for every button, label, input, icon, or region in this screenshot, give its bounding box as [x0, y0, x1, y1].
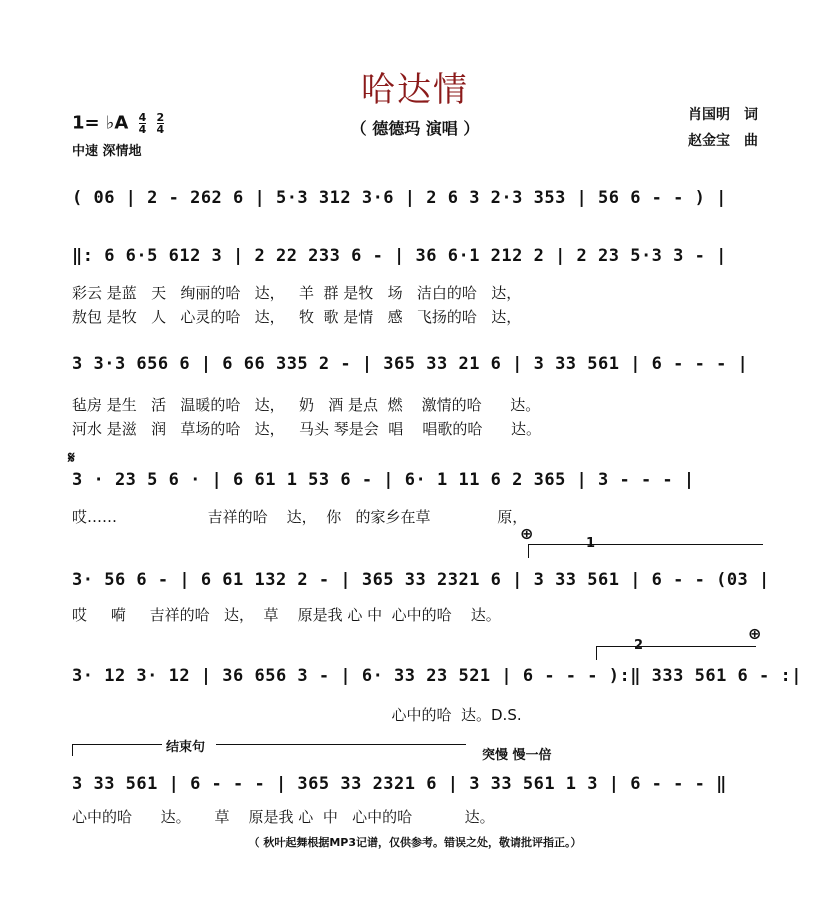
notation-row-4: 3 · 23 5 6 · | 6 61 1 53 6 - | 6· 1 11 6 2 365 | 3 - - - |: [72, 470, 695, 490]
volta-1-line: [528, 544, 763, 545]
lyric-row-2a: 彩云 是蓝 天 绚丽的哈 达， 羊 群 是牧 场 洁白的哈 达，: [72, 284, 522, 302]
tempo-marking: 中速 深情地: [72, 144, 142, 159]
ending-label: 结束句: [166, 740, 206, 755]
lyric-row-4: 哎…… 吉祥的哈 达， 你 的家乡在草 原，: [72, 508, 528, 526]
time-a-top: 4: [138, 111, 147, 124]
coda-icon-2: ⊕: [748, 624, 762, 643]
ritard-marking: 突慢 慢一倍: [482, 748, 552, 763]
ending-bracket-line-a: [72, 744, 162, 745]
volta-1-left: [528, 544, 529, 558]
key-text: 1= ♭A: [72, 112, 129, 134]
lyric-row-3b: 河水 是滋 润 草场的哈 达， 马头 琴是会 唱 唱歌的哈 达。: [72, 420, 541, 438]
volta-2-left: [596, 646, 597, 660]
time-b-bottom: 4: [156, 123, 165, 136]
time-b-top: 2: [156, 111, 165, 124]
coda-icon-1: ⊕: [520, 524, 534, 543]
segno-icon: 𝄋: [68, 448, 75, 467]
notation-row-2: ‖: 6 6·5 612 3 | 2 22 233 6 - | 36 6·1 212 2 | 2 23 5·3 3 - |: [72, 246, 727, 266]
ending-bracket-line-b: [216, 744, 466, 745]
notation-row-7: 3 33 561 | 6 - - - | 365 33 2321 6 | 3 33 561 1 3 | 6 - - - ‖: [72, 774, 727, 794]
composer-credit: 赵金宝 曲: [688, 133, 758, 149]
lyric-row-3a: 毡房 是生 活 温暖的哈 达， 奶 酒 是点 燃 激情的哈 达。: [72, 396, 541, 414]
notation-row-1: ( 06 | 2 - 262 6 | 5·3 312 3·6 | 2 6 3 2·3 353 | 56 6 - - ) |: [72, 188, 727, 208]
time-a-bottom: 4: [138, 123, 147, 136]
lyric-row-2b: 敖包 是牧 人 心灵的哈 达， 牧 歌 是情 感 飞扬的哈 达，: [72, 308, 522, 326]
notation-row-3: 3 3·3 656 6 | 6 66 335 2 - | 365 33 21 6 | 3 33 561 | 6 - - - |: [72, 354, 749, 374]
song-title: 哈达情: [361, 70, 469, 110]
time-signature-b: [157, 112, 165, 135]
notation-row-6: 3· 12 3· 12 | 36 656 3 - | 6· 33 23 521 | 6 - - - ):‖ 333 561 6 - :|: [72, 666, 802, 686]
volta-2-label: 2: [634, 638, 644, 653]
volta-2-line: [596, 646, 756, 647]
key-signature: [72, 112, 164, 135]
volta-1-label: 1: [586, 536, 596, 551]
time-signature-a: [139, 112, 147, 135]
ending-bracket-left: [72, 744, 73, 756]
lyric-row-6: 心中的哈 达。D.S.: [72, 706, 522, 724]
performer: （ 德德玛 演唱 ）: [350, 119, 480, 138]
lyric-row-5: 哎 嗬 吉祥的哈 达， 草 原是我 心 中 心中的哈 达。: [72, 606, 501, 624]
lyric-row-7: 心中的哈 达。 草 原是我 心 中 心中的哈 达。: [72, 808, 495, 826]
footer-note: （ 秋叶起舞根据MP3记谱，仅供参考。错误之处，敬请批评指正。）: [248, 836, 582, 849]
lyricist-credit: 肖国明 词: [688, 107, 758, 123]
notation-row-5: 3· 56 6 - | 6 61 132 2 - | 365 33 2321 6 | 3 33 561 | 6 - - (03 |: [72, 570, 770, 590]
